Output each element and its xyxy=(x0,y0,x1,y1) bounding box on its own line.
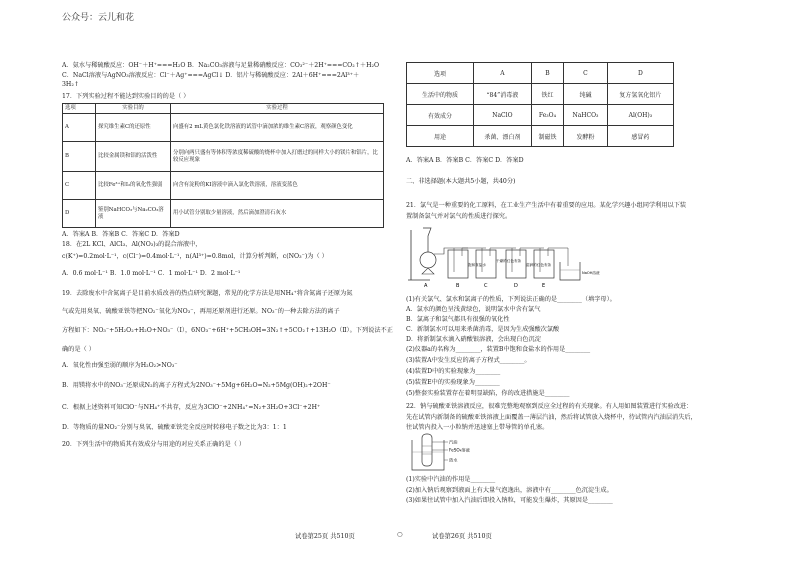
table-cell: 感冒药 xyxy=(607,126,673,147)
q21-part4: (4)装置D中的实验现象为________ xyxy=(406,368,501,375)
apparatus-label: 干燥的红色布条 xyxy=(496,259,522,263)
q22-line1: 22．钠与硫酸亚铁溶液反应，很难完整地观察到反应全过程的有关现象。有人用如图装置进行实验改进： xyxy=(406,403,693,410)
q20-table xyxy=(406,62,674,147)
page-number-right: 试卷第26页 共510页 xyxy=(432,533,492,540)
table-cell: Fe₃O₄ xyxy=(531,105,563,126)
table-cell: 发酵粉 xyxy=(564,126,608,147)
table-cell: 制磁铁 xyxy=(531,126,563,147)
table-cell: A xyxy=(63,114,96,142)
q17-header: 选项 xyxy=(63,104,96,114)
chlorine-apparatus-diagram xyxy=(408,222,606,290)
table-cell: NaHCO₃ xyxy=(564,105,608,126)
q17-answers: A．答案A B．答案B C．答案C D．答案D xyxy=(62,231,180,238)
q20-answers: A．答案A B．答案B C．答案C D．答案D xyxy=(406,157,524,164)
table-cell: 比较金属镁和铝的活泼性 xyxy=(96,142,171,172)
table-cell: “84”消毒液 xyxy=(474,84,532,105)
q18-question: 18．在2L KCl、AlCl₃、Al(NO₃)₃的混合溶液中， xyxy=(62,241,202,248)
q22-line3: 往试管内投入一小粒钠并迅速塞上带导管的单孔塞。 xyxy=(406,424,549,431)
apparatus-letter: B xyxy=(456,283,460,289)
table-row xyxy=(407,105,674,126)
table-cell: 分别向两只盛有等体积等浓度稀硫酸的烧杯中加入打磨过的同样大小的镁片和铝片，比较反应现象 xyxy=(171,142,384,172)
table-cell: 复方氢氧化铝片 xyxy=(607,84,673,105)
apparatus-label: 饱和食盐水 xyxy=(468,263,486,267)
q16-option-d-cont: 3H₂↑ xyxy=(62,81,79,88)
table-cell: C xyxy=(63,172,96,200)
q21-option-b: B．氯离子和氯气都具有很强的氧化性 xyxy=(406,316,510,323)
q20-header: 选项 xyxy=(407,63,474,84)
table-cell: 用小试管分别取少量溶液，然后滴加澄清石灰水 xyxy=(171,200,384,228)
q19-option-b: B．用镁将水中的NO₃⁻还原成N₂的离子方程式为2NO₃⁻+5Mg+6H₂O=N₂+5Mg(OH)₂+2OH⁻ xyxy=(62,382,331,389)
q17-question: 17．下列实验过程不能达到实验目的的是（ ） xyxy=(62,93,190,100)
q21-part3: (3)装置A中发生反应的离子方程式________。 xyxy=(406,357,531,364)
q21-part2: (2)仪器a的名称为________，装置B中饱和食盐水的作用是________ xyxy=(406,346,591,353)
apparatus-label: NaOH溶液 xyxy=(582,271,600,275)
q21-option-a: A．氯水的颜色呈浅黄绿色，说明氯水中含有氯气 xyxy=(406,306,541,313)
table-row xyxy=(63,114,384,142)
apparatus-label: 湿润的红色布条 xyxy=(526,263,552,267)
table-cell: 铁红 xyxy=(531,84,563,105)
q19-line4: 确的是（ ） xyxy=(62,346,95,353)
table-cell: 比较Fe³⁺和I₂的氧化性强弱 xyxy=(96,172,171,200)
tube-label: 热水 xyxy=(449,457,458,463)
table-cell: 用途 xyxy=(407,126,474,147)
q19-option-a: A．氧化性由强至弱的顺序为H₂O₂>NO₃⁻ xyxy=(62,362,178,369)
table-cell: 杀菌、漂白剂 xyxy=(474,126,532,147)
test-tube-diagram xyxy=(408,432,498,472)
brand-label: 公众号：云儿和花 xyxy=(62,12,135,22)
q17-header: 实验过程 xyxy=(171,104,384,114)
q20-header: D xyxy=(607,63,673,84)
table-cell: Al(OH)₃ xyxy=(607,105,673,126)
q19-line3: 方程如下：NO₃⁻+5H₂O₂+H₂O+NO₃⁻（Ⅰ），6NO₃⁻+6H⁺+5CH₃OH=3N₂↑+5CO₂↑+13H₂O（Ⅱ）。下列说法不正 xyxy=(62,327,393,334)
table-row xyxy=(407,84,674,105)
apparatus-letter: D xyxy=(514,283,518,289)
q20-header: B xyxy=(531,63,563,84)
table-cell: 鉴别NaHCO₃与Na₂CO₃溶液 xyxy=(96,200,171,228)
q22-line2: 先在试管内新制备的硫酸亚铁溶液上面覆盖一薄层汽油，然后将试管放入烧杯中，待试管内汽油层消失后， xyxy=(406,414,697,421)
q21-line2: 置制备氯气并对氯气的性质进行探究。 xyxy=(406,213,512,220)
table-cell: 向盛有2 mL黄色氯化铁溶液的试管中滴加浓的维生素C溶液，观察颜色变化 xyxy=(171,114,384,142)
table-row xyxy=(407,126,674,147)
table-cell: 纯碱 xyxy=(564,84,608,105)
q16-option-ab: A．氨水与稀硫酸反应：OH⁻＋H⁺===H₂O B．Na₂CO₃溶液与足量稀硝酸反应：CO₃²⁻＋2H⁺===CO₂↑＋H₂O xyxy=(62,62,380,69)
section-heading: 二、非选择题(本大题共5小题，共40分) xyxy=(406,178,516,185)
q19-line1: 19．去除废水中含氮离子是目前水质改善的热点研究课题，常见的化学方法是用NH₄⁺将含氮离子还原为氮 xyxy=(62,290,353,297)
table-cell: 生活中的物质 xyxy=(407,84,474,105)
table-row xyxy=(63,200,384,228)
q19-line2: 气或先用臭氧、硫酸亚铁等把NO₂⁻氧化为NO₃⁻，再用还原剂进行还原。NO₃⁻的一种去除方法的离子 xyxy=(62,308,340,315)
apparatus-letter: E xyxy=(542,283,546,289)
apparatus-letter: C xyxy=(484,283,488,289)
table-cell: 有效成分 xyxy=(407,105,474,126)
q18-conditions: c(K⁺)=0.2mol·L⁻¹，c(Cl⁻)=0.4mol·L⁻¹，n(Al³⁺)=0.8mol，计算分析判断，c(NO₃⁻)为（ ） xyxy=(62,253,328,260)
q19-option-d: D．等物质的量NO₂⁻分别与臭氧、硫酸亚铁完全反应时转移电子数之比为3：1：1 xyxy=(62,424,287,431)
q21-option-c: C．新制氯水可以用来杀菌消毒，是因为生成强酸次氯酸 xyxy=(406,326,560,333)
apparatus-letter: A xyxy=(424,283,428,289)
q17-table xyxy=(62,103,384,228)
tube-label: FeSO₄溶液 xyxy=(449,447,470,453)
q21-line1: 21．氯气是一种重要的化工原料，在工业生产生活中有着重要的应用。某化学兴趣小组同学利用以下装 xyxy=(406,202,687,209)
q21-part1: (1)有关氯气、氯水和氯离子的性质，下列说法正确的是________（填字母）。 xyxy=(406,296,616,303)
q22-part1: (1)实验中汽油的作用是________ xyxy=(406,476,496,483)
q17-header: 实验目的 xyxy=(96,104,171,114)
table-cell: 探究维生素C的还原性 xyxy=(96,114,171,142)
page-number-left: 试卷第25页 共510页 xyxy=(295,533,355,540)
q20-header: C xyxy=(564,63,608,84)
q21-option-d: D．将新制氯水滴入硝酸银溶液，会出现白色沉淀 xyxy=(406,336,541,343)
binding-hole-icon: ○ xyxy=(397,531,403,538)
q19-option-c: C．根据上述资料可知ClO⁻与NH₄⁺不共存，反应为3ClO⁻+2NH₄⁺=N₂+3H₂O+3Cl⁻+2H⁺ xyxy=(62,404,321,411)
q22-part3: (3)如果往试管中加入汽油后即投入钠粒，可能发生爆炸，其原因是________ xyxy=(406,497,613,504)
q22-part2: (2)加入钠后观察到液面上有大量气泡逸出，溶液中有________色沉淀生成。 xyxy=(406,487,613,494)
q21-part5: (5)装置E中的实验现象为________ xyxy=(406,379,500,386)
tube-label: 汽油 xyxy=(449,439,458,445)
q20-header: A xyxy=(474,63,532,84)
table-cell: NaClO xyxy=(474,105,532,126)
table-row xyxy=(63,172,384,200)
q21-part6: (5)整套实验装置存在着明显缺陷，你的改进措施是________ xyxy=(406,390,570,397)
q16-option-cd: C．NaCl溶液与AgNO₃溶液反应：Cl⁻＋Ag⁺===AgCl↓ D．铝片与稀硫酸反应：2Al＋6H⁺===2Al³⁺＋ xyxy=(62,72,360,79)
table-row xyxy=(63,142,384,172)
table-cell: D xyxy=(63,200,96,228)
q18-options: A．0.6 mol·L⁻¹ B．1.0 mol·L⁻¹ C．1 mol·L⁻¹ D．2 mol·L⁻¹ xyxy=(62,270,241,277)
table-cell: B xyxy=(63,142,96,172)
table-cell: 向含有淀粉的KI溶液中滴入氯化铁溶液，溶液变蓝色 xyxy=(171,172,384,200)
q20-question: 20．下列生活中的物质其有效成分与用途的对应关系正确的是（ ） xyxy=(62,441,246,448)
